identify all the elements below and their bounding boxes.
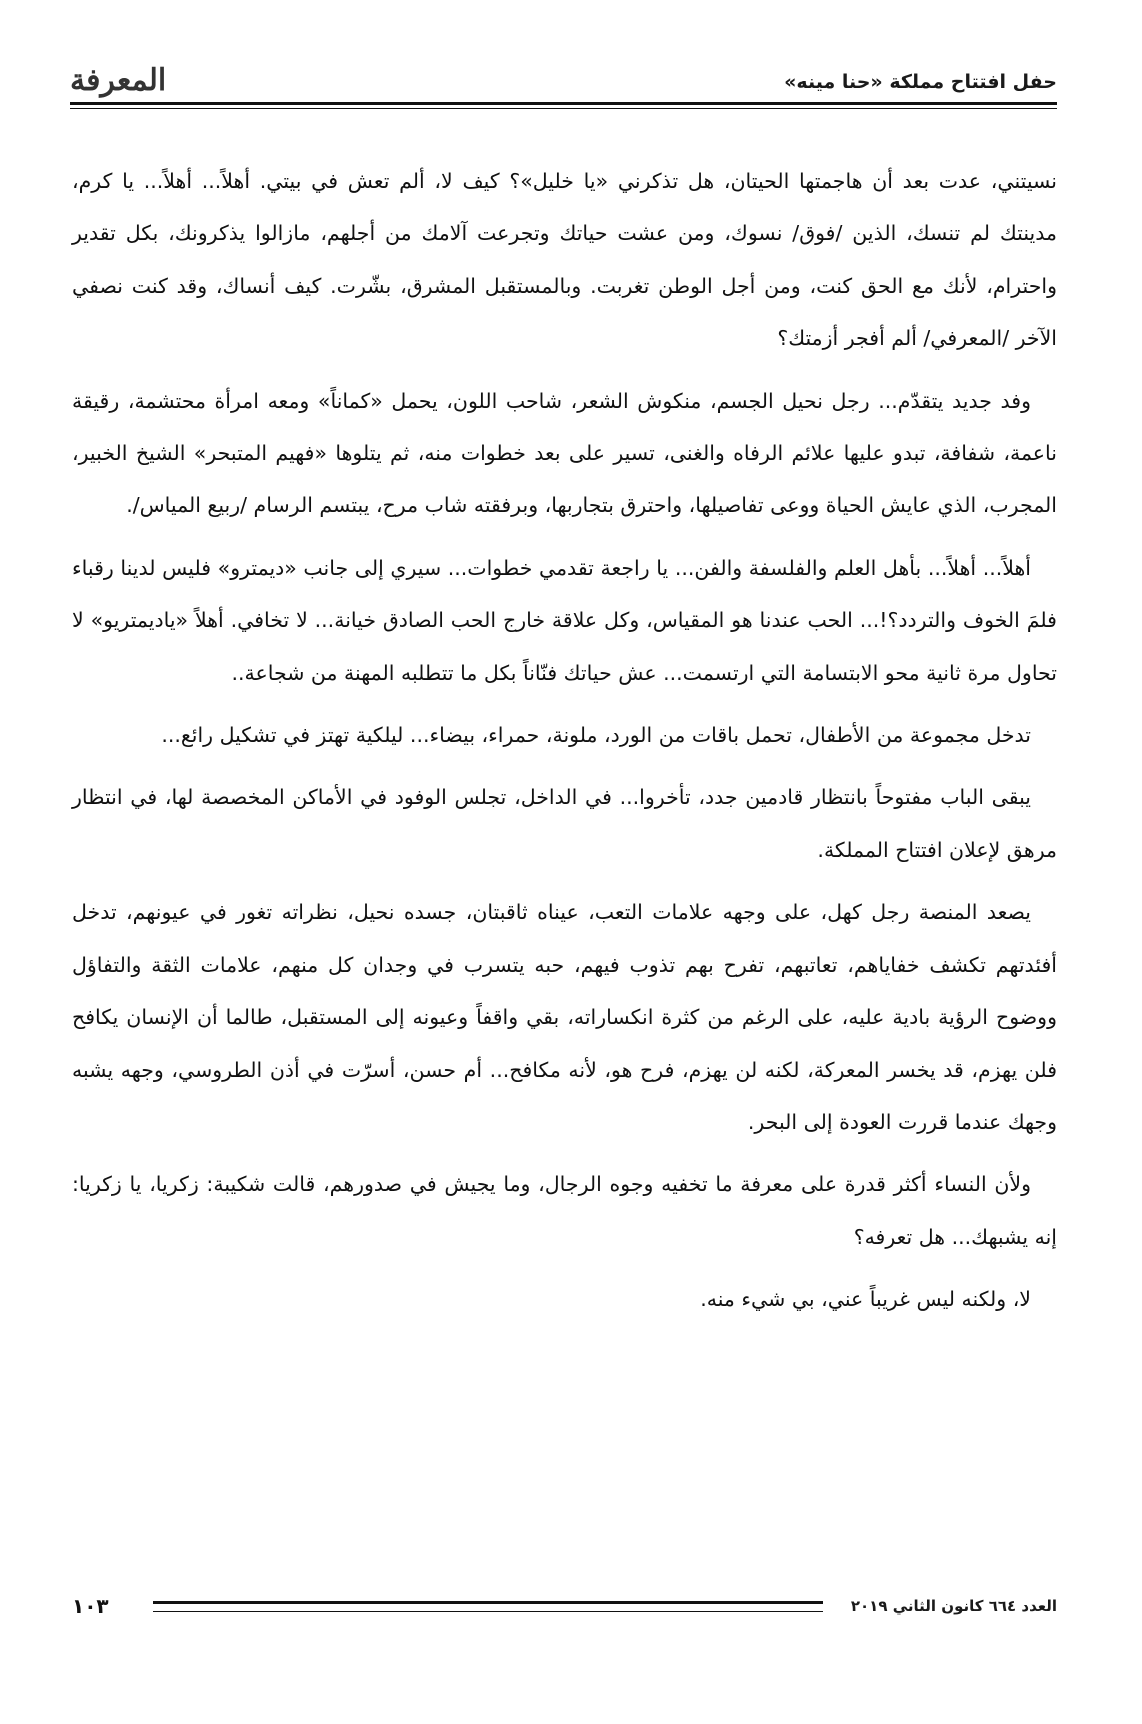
paragraph-5: يبقى الباب مفتوحاً بانتظار قادمين جدد، تأخروا... في الداخل، تجلس الوفود في الأماكن المخصصة لها، في انتظار مرهق لإعلان افتتاح المملكة. [72, 785, 1057, 862]
paragraph-3: أهلاً... أهلاً... بأهل العلم والفلسفة والفن... يا راجعة تقدمي خطوات... سيري إلى جانب «ديمترو» فليس لدينا رقباء فلمَ الخوف والتردد؟!... الحب عندنا هو المقياس، وكل علاقة خارج الحب الصادق خيانة... لا تخافي. أهلاً «ياديمتريو» لا تحاول مرة ثانية محو الابتسامة التي ارتسمت... عش حياتك فنّاناً بكل ما تتطلبه المهنة من شجاعة.. [72, 555, 1057, 685]
issue-line: العدد ٦٦٤ كانون الثاني ٢٠١٩ [850, 1597, 1057, 1615]
paragraph-8: لا، ولكنه ليس غريباً عني، بي شيء منه. [700, 1287, 1031, 1312]
paragraph-6: يصعد المنصة رجل كهل، على وجهه علامات التعب، عيناه ثاقبتان، جسده نحيل، نظراته تغور في عيونهم، تدخل أفئدتهم تكشف خفاياهم، تعاتبهم، تفرح بهم تذوب فيهم، حبه يتسرب في وجدان كل منهم، علامات الثقة والتفاؤل ووضوح الرؤية بادية عليه، على الرغم من كثرة انكساراته، بقي واقفاً وعيونه إلى المستقبل، طالما أن الإنسان يكافح فلن يهزم، قد يخسر المعركة، لكنه لن يهزم، فرح هو، لأنه مكافح... أم حسن، أسرّت في أذن الطروسي، وجهه يشبه وجهك عندما قررت العودة إلى البحر. [72, 900, 1057, 1134]
page-number: ١٠٣ [72, 1594, 109, 1618]
masthead-logo: المعرفة [70, 63, 167, 98]
paragraph-7: ولأن النساء أكثر قدرة على معرفة ما تخفيه وجوه الرجال، وما يجيش في صدورهم، قالت شكيبة: زكريا، يا زكريا: إنه يشبهك... هل تعرفه؟ [72, 1172, 1057, 1249]
paragraph-1: نسيتني، عدت بعد أن هاجمتها الحيتان، هل تذكرني «يا خليل»؟ كيف لا، ألم تعش في بيتي. أهلاً... أهلاً... يا كرم، مدينتك لم تنسك، الذين /فوق/ نسوك، ومن عشت حياتك وتجرعت آلامك من أجلهم، مازالوا يذكرونك، بكل تقدير واحترام، لأنك مع الحق كنت، ومن أجل الوطن تغربت. وبالمستقبل المشرق، بشّرت. كيف أنساك، وقد كنت نصفي الآخر /المعرفي/ ألم أفجر أزمتك؟ [72, 169, 1057, 351]
article-body [72, 155, 1057, 1336]
paragraph-4: تدخل مجموعة من الأطفال، تحمل باقات من الورد، ملونة، حمراء، بيضاء... ليلكية تهتز في تشكيل رائع... [161, 723, 1031, 748]
page-footer [72, 1593, 1057, 1619]
header-rule-thin [70, 108, 1057, 109]
running-title: حفل افتتاح مملكة «حنا مينه» [784, 71, 1057, 93]
page-header [70, 52, 1057, 96]
header-rule [70, 102, 1057, 105]
footer-rule [153, 1601, 823, 1612]
paragraph-2: وفد جديد يتقدّم... رجل نحيل الجسم، منكوش الشعر، شاحب اللون، يحمل «كماناً» ومعه امرأة محتشمة، رقيقة ناعمة، شفافة، تبدو عليها علائم الرفاه والغنى، تسير على بعد خطوات منه، ثم يتلوها «فهيم المتبحر» الشيخ الخبير، المجرب، الذي عايش الحياة ووعى تفاصيلها، واحترق بتجاربها، وبرفقته شاب مرح، يبتسم الرسام /ربيع المياس/. [72, 388, 1057, 518]
